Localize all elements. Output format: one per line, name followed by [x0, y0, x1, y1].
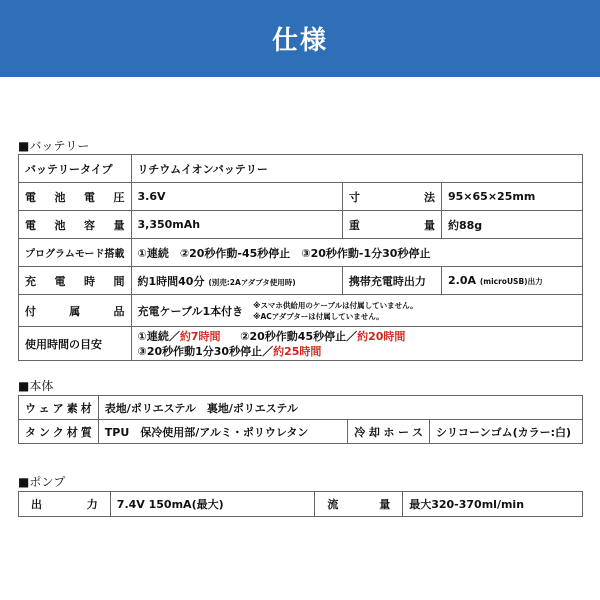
battery-type-value: リチウムイオンバッテリー	[131, 155, 583, 183]
output-label: 出力	[31, 498, 98, 511]
phone-charge-value: 2.0A	[448, 274, 476, 287]
dimension-label: 寸法	[342, 183, 441, 211]
wear-label: ウェア素材	[19, 396, 99, 420]
weight-label: 重量	[342, 211, 441, 239]
usage-line-2	[138, 344, 577, 359]
table-row	[19, 492, 583, 517]
charge-label: 充電時間	[19, 267, 132, 295]
output-label-cell	[19, 492, 111, 517]
accessory-value: 充電ケーブル1本付き	[137, 304, 244, 318]
usage-2-time: 約20時間	[357, 329, 406, 343]
dimension-value: 95×65×25mm	[442, 183, 583, 211]
table-row	[19, 420, 583, 444]
usage-label: 使用時間の目安	[19, 327, 132, 361]
usage-3: ③20秒作動1分30秒停止／	[137, 344, 274, 358]
section-pump-title: ■ポンプ	[18, 475, 66, 489]
page-title: 仕様	[271, 26, 328, 56]
usage-cell	[131, 327, 583, 361]
usage-1: ①連続／	[137, 329, 180, 343]
table-row	[19, 239, 583, 267]
battery-spec-table	[18, 154, 583, 361]
phone-charge-note: (microUSB)出力	[479, 277, 543, 286]
hose-value: シリコーンゴム(カラー:白)	[430, 420, 583, 444]
voltage-value: 3.6V	[131, 183, 342, 211]
flow-label-cell	[315, 492, 403, 517]
charge-note: (別売:2Aアダプタ使用時)	[208, 277, 296, 287]
body-spec-table	[18, 395, 583, 444]
flow-label: 流量	[327, 498, 391, 511]
wear-value: 表地/ポリエステル 裏地/ポリエステル	[98, 396, 582, 420]
table-row	[19, 396, 583, 420]
section-body-title: ■本体	[18, 379, 54, 393]
table-row	[19, 155, 583, 183]
phone-charge-label: 携帯充電時出力	[342, 267, 441, 295]
charge-value: 約1時間40分	[137, 274, 205, 288]
header-banner	[0, 0, 600, 77]
accessory-cell	[131, 295, 583, 327]
table-row	[19, 211, 583, 239]
section-battery-title: ■バッテリー	[18, 139, 90, 153]
program-label: プログラムモード搭載	[19, 239, 132, 267]
phone-charge-cell	[442, 267, 583, 295]
capacity-label: 電池容量	[19, 211, 132, 239]
flow-value: 最大320-370ml/min	[403, 492, 583, 517]
capacity-value: 3,350mAh	[131, 211, 342, 239]
output-value: 7.4V 150mA(最大)	[110, 492, 315, 517]
charge-cell	[131, 267, 342, 295]
usage-1-time: 約7時間	[179, 329, 221, 343]
table-row	[19, 295, 583, 327]
voltage-label: 電池電圧	[19, 183, 132, 211]
accessory-note-1: ※スマホ供給用のケーブルは付属していません。	[253, 300, 418, 310]
program-value: ①連続 ②20秒作動-45秒停止 ③20秒作動-1分30秒停止	[131, 239, 583, 267]
usage-2: ②20秒作動45秒停止／	[240, 329, 358, 343]
table-row	[19, 267, 583, 295]
hose-label: 冷却ホース	[348, 420, 430, 444]
accessory-note-2: ※ACアダプターは付属していません。	[253, 311, 384, 321]
table-row	[19, 183, 583, 211]
tank-label: タンク材質	[19, 420, 99, 444]
battery-type-label: バッテリータイプ	[19, 155, 132, 183]
usage-line-1	[138, 329, 577, 344]
table-row	[19, 327, 583, 361]
pump-spec-table	[18, 491, 583, 517]
tank-value: TPU 保冷使用部/アルミ・ポリウレタン	[98, 420, 347, 444]
accessory-label: 付属品	[19, 295, 132, 327]
weight-value: 約88g	[442, 211, 583, 239]
usage-3-time: 約25時間	[273, 344, 322, 358]
